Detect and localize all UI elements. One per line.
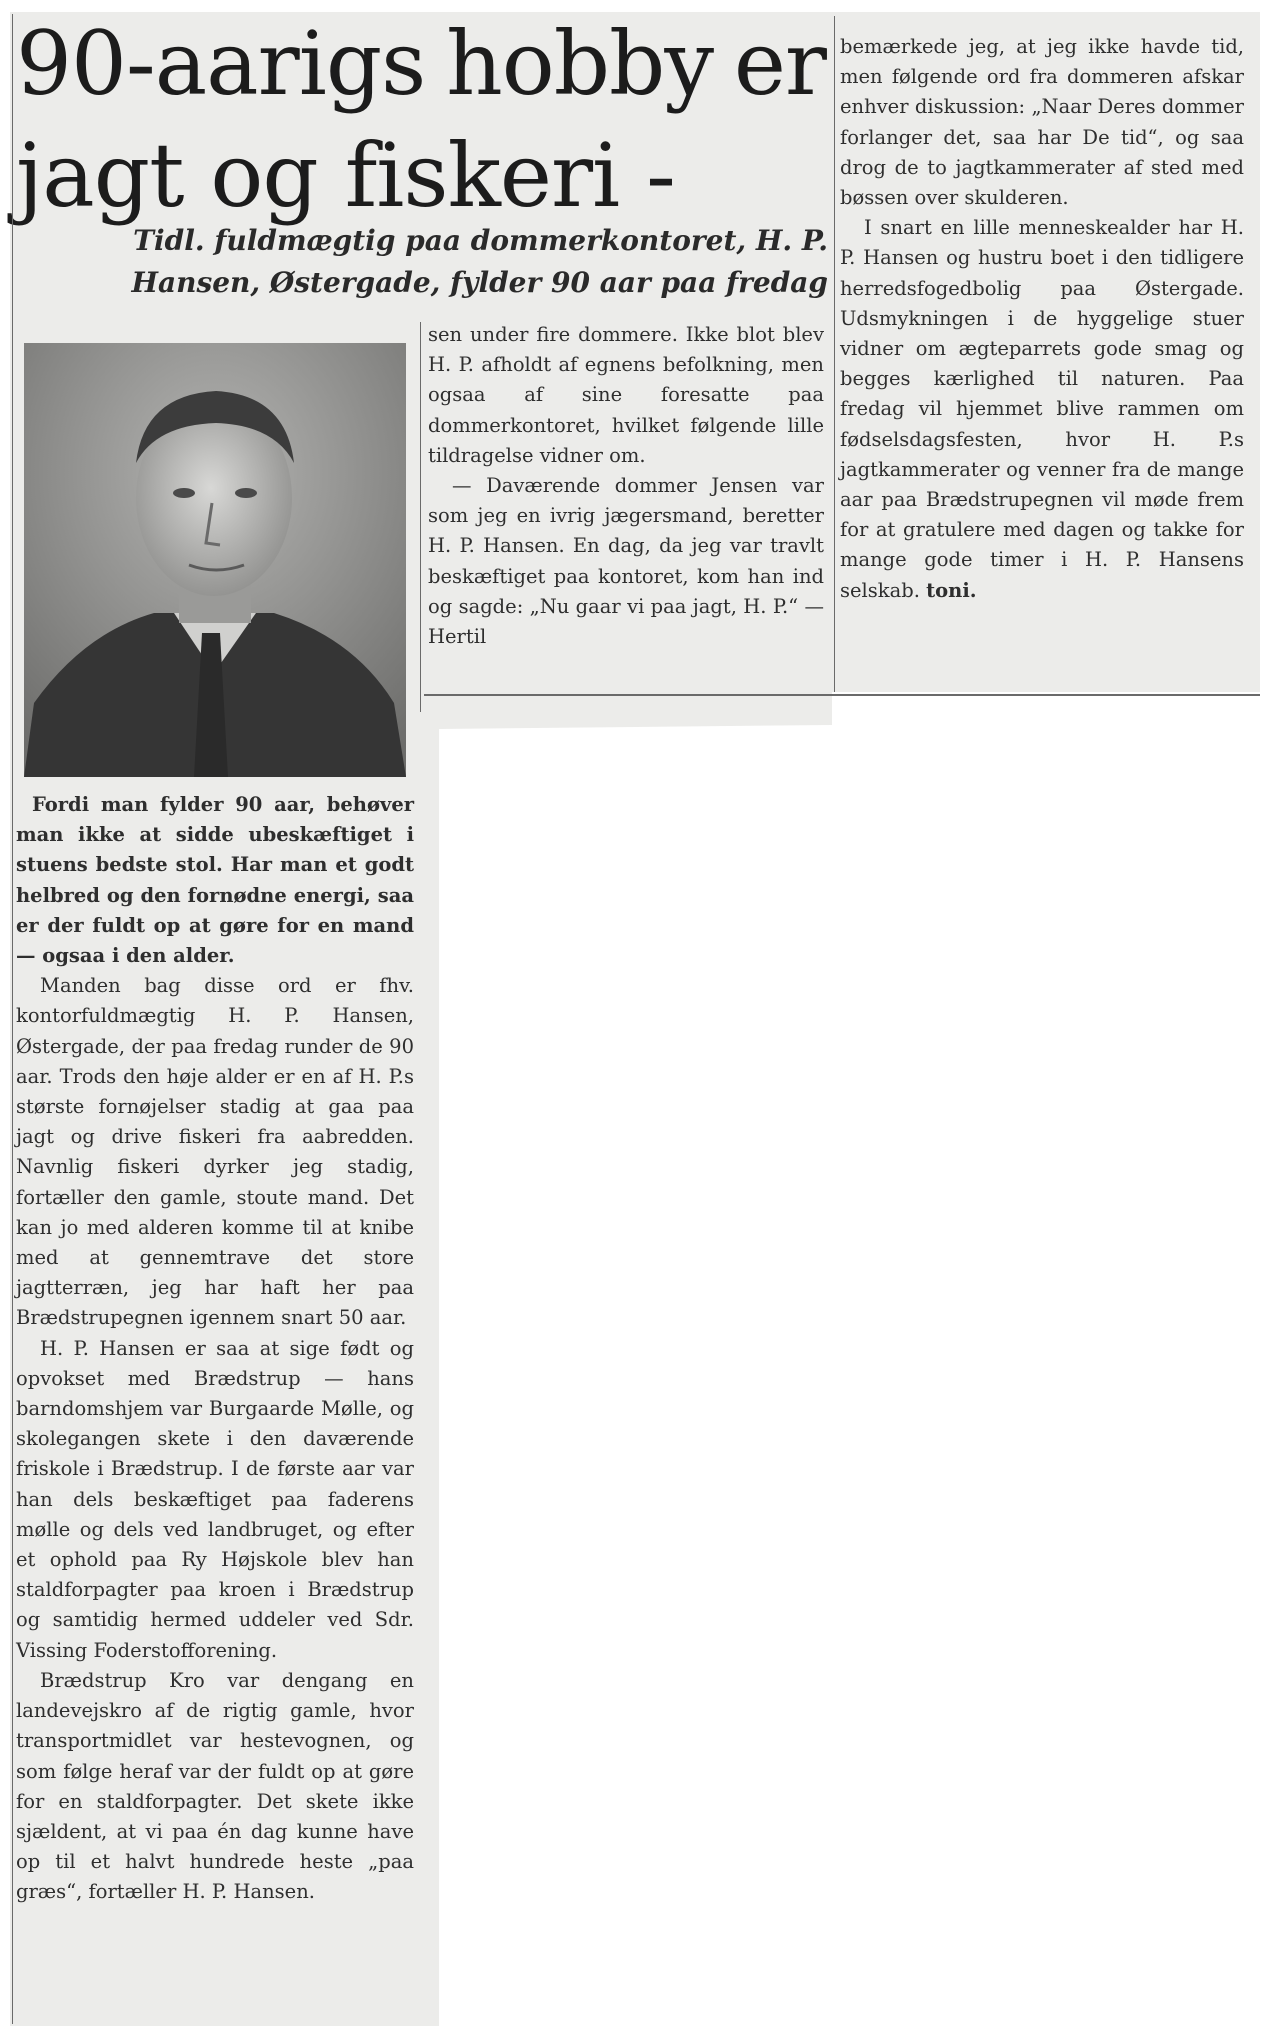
headline-word-2: hobby [446,12,714,115]
column-divider [834,16,835,692]
column-left [16,790,414,1908]
portrait-photo [24,343,406,777]
author-signature: toni. [926,578,977,602]
paragraph: Manden bag disse ord er fhv. kontorfuldmægtig H. P. Hansen, Østergade, der paa fredag runder de 90 aar. Trods den høje alder er en af H. P.s største fornøjelser stadig at gaa paa jagt og drive fiskeri fra aabredden. Navnlig fiskeri dyrker jeg stadig, fortæller den gamle, stoute mand. Det kan jo med alderen komme til at knibe med at gennemtrave det store jagtterræn, jeg har haft her paa Brædstrupegnen igennem snart 50 aar. [16,974,414,1330]
paragraph: bemærkede jeg, at jeg ikke havde tid, men følgende ord fra dommeren afskar enhver diskussion: „Naar Deres dommer forlanger det, saa har De tid“, og saa drog de to jagtkammerater af sted med bøssen over skulderen. [840,35,1244,210]
column-right [840,32,1244,606]
column-divider [420,322,421,712]
paragraph: H. P. Hansen er saa at sige født og opvokset med Brædstrup — hans barndomshjem var Burgaarde Mølle, og skolegangen skete i den daværende friskole i Brædstrup. I de første aar var han dels beskæftiget paa faderens mølle og dels ved landbruget, og efter et ophold paa Ry Højskole blev han staldforpagter paa kroen i Brædstrup og samtidig hermed uddeler ved Sdr. Vissing Foderstofforening. [16,1336,414,1662]
headline-word-3: er [733,12,826,115]
paragraph: sen under fire dommere. Ikke blot blev H. P. afholdt af egnens befolkning, men ogsaa af sine foresatte paa dommerkontoret, hvilket følgende lille tildragelse vidner om. [428,323,824,467]
clipping-edge [12,14,13,2024]
paragraph-text: I snart en lille menneskealder har H. P. Hansen og hustru boet i den tidligere herredsfogedbolig paa Østergade. Udsmykningen i de hyggelige stuer vidner om ægteparrets gode smag og begges kærlighed til naturen. Paa fredag vil hjemmet blive rammen om fødselsdagsfesten, hvor H. P.s jagtkammerater og venner fra de mange aar paa Brædstrupegnen vil møde frem for at gratulere med dagen og takke for mange gode timer i H. P. Hansens selskab. [840,216,1244,602]
headline [16,8,826,232]
paragraph: Brædstrup Kro var dengang en landevejskro af de rigtig gamle, hvor transportmidlet var hestevognen, og som følge heraf var der fuldt op at gøre for en staldforpagter. Det skete ikke sjældent, at vi paa én dag kunne have op til et halvt hundrede heste „paa græs“, fortæller H. P. Hansen. [16,1668,414,1904]
headline-word-1: 90-aarigs [16,12,426,115]
paragraph: — Daværende dommer Jensen var som jeg en ivrig jægersmand, beretter H. P. Hansen. En dag, da jeg var travlt beskæftiget paa kontoret, kom han ind og sagde: „Nu gaar vi paa jagt, H. P.“ — Hertil [428,474,824,649]
headline-line-1 [16,8,826,120]
column-middle [428,320,824,652]
paragraph [840,213,1244,606]
headline-line-2: jagt og fiskeri - [16,124,675,227]
lead-paragraph: Fordi man fylder 90 aar, behøver man ikke at sidde ubeskæftiget i stuens bedste stol. Har man et godt helbred og den fornødne energi, saa er der fuldt op at gøre for en mand — ogsaa i den alder. [16,793,414,968]
portrait-image [24,343,406,777]
subtitle: Tidl. fuldmægtig paa dommerkontoret, H. P. Hansen, Østergade, fylder 90 aar paa fredag [131,224,828,299]
torn-edge-line [424,694,1260,696]
